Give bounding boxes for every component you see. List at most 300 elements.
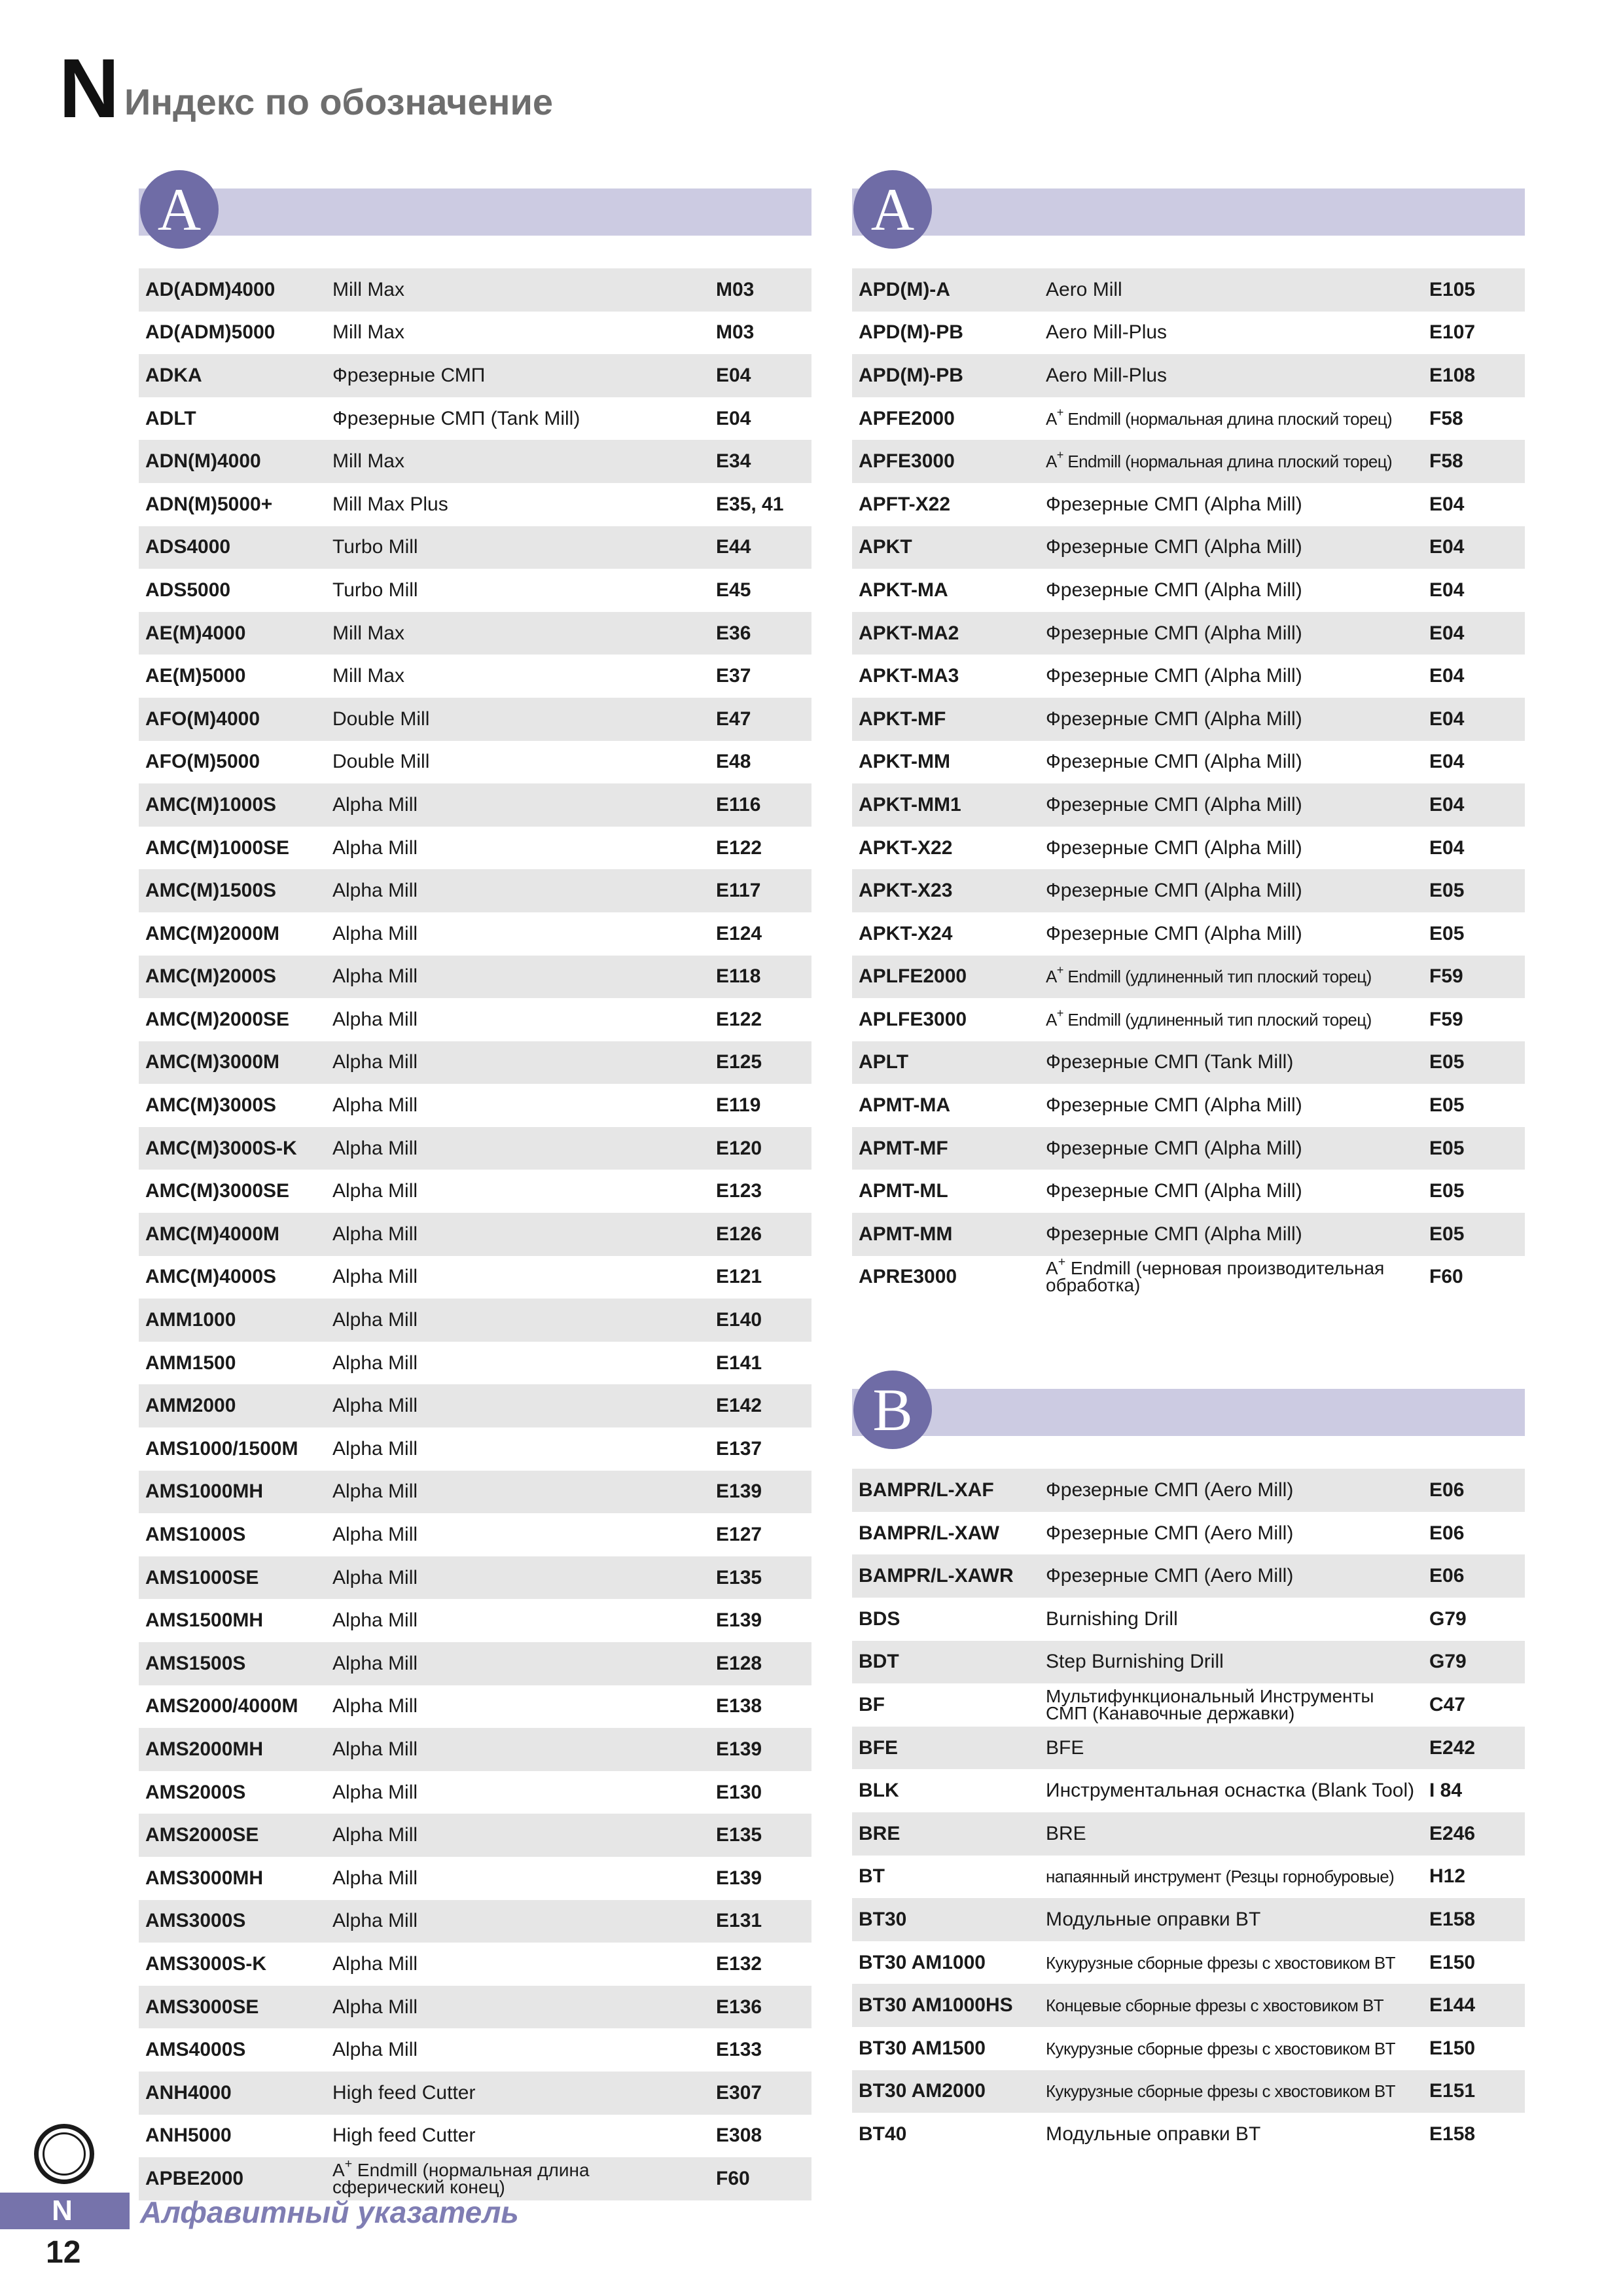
table-row [139, 1170, 812, 1213]
index-table [852, 268, 1525, 1299]
table-row [139, 1084, 812, 1127]
designation-code: AMC(M)2000M [145, 922, 280, 944]
product-name: Модульные оправки BT [1046, 2123, 1261, 2145]
product-name: Фрезерные СМП (Tank Mill) [1046, 1051, 1294, 1073]
designation-code: APKT-X23 [859, 880, 953, 902]
table-row [139, 2115, 812, 2158]
table-row [139, 1299, 812, 1342]
product-name: BFE [1046, 1736, 1084, 1759]
product-name: Mill Max [332, 622, 404, 644]
product-name: Фрезерные СМП (Aero Mill) [1046, 1565, 1294, 1587]
product-name: Alpha Mill [332, 1781, 418, 1803]
designation-code: BAMPR/L-XAF [859, 1479, 994, 1501]
catalog-page: E128 [716, 1652, 762, 1674]
plus-superscript: + [344, 2156, 353, 2171]
catalog-page: E120 [716, 1137, 762, 1159]
designation-code: AMS1000S [145, 1524, 246, 1546]
product-name [332, 2156, 699, 2197]
product-name: Alpha Mill [332, 1137, 418, 1159]
catalog-page: E04 [1429, 493, 1465, 515]
catalog-page: I 84 [1429, 1780, 1463, 1802]
table-row [139, 354, 812, 397]
catalog-page: E150 [1429, 2037, 1476, 2059]
designation-code: AMS1500S [145, 1652, 246, 1674]
designation-code: AMS1500MH [145, 1609, 264, 1632]
catalog-page: E122 [716, 836, 762, 859]
catalog-page: E242 [1429, 1736, 1476, 1759]
footer-title: Алфавитный указатель [140, 2195, 519, 2229]
designation-code: AMS2000S [145, 1781, 246, 1803]
product-name: Мультифункциональный Инструменты СМП (Канавочные державки) [1046, 1686, 1374, 1724]
catalog-page: E37 [716, 665, 751, 687]
table-row [852, 1683, 1525, 1727]
catalog-page: E36 [716, 622, 751, 644]
designation-code: APRE3000 [859, 1266, 957, 1288]
section-letter-badge: A [853, 170, 932, 249]
catalog-page: E138 [716, 1695, 762, 1717]
table-row [139, 268, 812, 312]
table-row [139, 1213, 812, 1256]
catalog-page: E135 [716, 1566, 762, 1588]
table-row [852, 612, 1525, 655]
catalog-page: E04 [1429, 536, 1465, 558]
designation-code: AMC(M)4000M [145, 1223, 280, 1245]
product-name: Mill Max [332, 450, 404, 473]
product-name: Alpha Mill [332, 836, 418, 859]
designation-code: ADKA [145, 364, 202, 386]
product-name: Фрезерные СМП (Alpha Mill) [1046, 579, 1302, 601]
table-row [852, 956, 1525, 999]
designation-code: APKT-MA [859, 579, 948, 601]
index-table [852, 1469, 1525, 2156]
plus-superscript: + [1056, 1006, 1063, 1020]
product-name: Burnishing Drill [1046, 1607, 1178, 1630]
table-row [139, 741, 812, 784]
designation-code: AMS4000S [145, 2039, 246, 2061]
product-name: Alpha Mill [332, 1867, 418, 1889]
catalog-page: M03 [716, 278, 755, 300]
catalog-page: E117 [716, 880, 761, 902]
table-row [139, 1256, 812, 1299]
table-row [139, 1642, 812, 1685]
table-row [852, 2113, 1525, 2156]
catalog-page: E04 [1429, 622, 1465, 644]
section-header-b [852, 1371, 1525, 1469]
catalog-page: E141 [716, 1352, 762, 1374]
designation-code: AMS2000SE [145, 1824, 259, 1846]
catalog-page: E139 [716, 1480, 762, 1503]
designation-code: AFO(M)4000 [145, 708, 260, 730]
right-column [852, 170, 1525, 2156]
table-row [852, 1641, 1525, 1684]
catalog-page: E158 [1429, 1908, 1476, 1930]
catalog-page: E05 [1429, 1180, 1465, 1202]
designation-code: AMC(M)3000SE [145, 1180, 290, 1202]
designation-code: APD(M)-PB [859, 364, 963, 386]
catalog-page: E04 [1429, 836, 1465, 859]
product-name: Mill Max [332, 278, 404, 300]
section-bar [139, 188, 812, 236]
table-row [852, 1812, 1525, 1856]
product-name: Step Burnishing Drill [1046, 1651, 1224, 1673]
designation-code: BDT [859, 1651, 899, 1673]
section-bar [852, 188, 1525, 236]
product-name [1046, 448, 1429, 472]
product-name-text: Endmill (удлиненный тип плоский торец) [1063, 967, 1372, 987]
catalog-page: E127 [716, 1524, 762, 1546]
product-name: Turbo Mill [332, 579, 418, 601]
designation-code: APMT-MM [859, 1223, 953, 1245]
product-name: Aero Mill [1046, 278, 1122, 300]
product-name: Alpha Mill [332, 1609, 418, 1632]
designation-code: AMS3000SE [145, 1996, 259, 2018]
table-row [139, 1900, 812, 1943]
designation-code: APFT-X22 [859, 493, 951, 515]
table-row [139, 1771, 812, 1814]
designation-code: APFE3000 [859, 450, 955, 473]
catalog-page: E06 [1429, 1522, 1465, 1544]
table-row [852, 1127, 1525, 1170]
product-name [1046, 405, 1429, 429]
table-row [852, 655, 1525, 698]
table-row [852, 998, 1525, 1041]
product-name: Концевые сборные фрезы с хвостовиком BT [1046, 1996, 1383, 2016]
table-row [852, 1769, 1525, 1812]
product-name: Mill Max [332, 665, 404, 687]
catalog-page: F60 [716, 2167, 750, 2189]
designation-code: APKT-MA3 [859, 665, 959, 687]
table-row [852, 1256, 1525, 1299]
product-name: Инструментальная оснастка (Blank Tool) [1046, 1780, 1415, 1802]
product-name: Alpha Mill [332, 1480, 418, 1503]
catalog-page: E45 [716, 579, 751, 601]
designation-code: AMS1000MH [145, 1480, 264, 1503]
table-row [139, 698, 812, 741]
designation-code: APMT-MA [859, 1094, 950, 1117]
catalog-page: E307 [716, 2081, 762, 2104]
designation-code: ADS4000 [145, 536, 231, 558]
product-name: Alpha Mill [332, 1223, 418, 1245]
designation-code: AMS1000SE [145, 1566, 259, 1588]
catalog-page: E48 [716, 751, 751, 773]
designation-code: APLFE3000 [859, 1008, 967, 1030]
index-table [139, 268, 812, 2200]
designation-code: AMM2000 [145, 1395, 236, 1417]
catalog-page: E35, 41 [716, 493, 784, 515]
catalog-page: E133 [716, 2039, 762, 2061]
catalog-page: E05 [1429, 1051, 1465, 1073]
designation-code: AMC(M)1500S [145, 880, 277, 902]
table-row [139, 2028, 812, 2072]
product-name: Фрезерные СМП (Alpha Mill) [1046, 708, 1302, 730]
product-name: Фрезерные СМП (Alpha Mill) [1046, 880, 1302, 902]
table-row [852, 1898, 1525, 1941]
product-name: Alpha Mill [332, 1008, 418, 1030]
table-row [852, 1941, 1525, 1984]
table-row [139, 956, 812, 999]
catalog-page: E151 [1429, 2080, 1476, 2102]
catalog-page: E06 [1429, 1479, 1465, 1501]
section-letter: N [59, 42, 120, 135]
product-name: Alpha Mill [332, 1395, 418, 1417]
catalog-page: E05 [1429, 1137, 1465, 1159]
product-name: Фрезерные СМП (Alpha Mill) [1046, 665, 1302, 687]
designation-code: BT [859, 1865, 885, 1888]
designation-code: BAMPR/L-XAWR [859, 1565, 1014, 1587]
designation-code: BRE [859, 1822, 901, 1844]
designation-code: AMS3000MH [145, 1867, 264, 1889]
table-row [139, 655, 812, 698]
designation-code: AMC(M)3000S [145, 1094, 277, 1117]
designation-code: BT30 AM1000 [859, 1951, 986, 1973]
product-name-text: Endmill (черновая производительная обработка) [1046, 1258, 1385, 1296]
catalog-page: E105 [1429, 278, 1476, 300]
table-row [852, 312, 1525, 355]
designation-code: APKT-X22 [859, 836, 953, 859]
product-name-text: Endmill (нормальная длина плоский торец) [1063, 452, 1393, 472]
product-name: Alpha Mill [332, 922, 418, 944]
product-name-prefix: A [1046, 408, 1057, 429]
catalog-page: E125 [716, 1051, 762, 1073]
catalog-page: E47 [716, 708, 751, 730]
product-name-text: Endmill (нормальная длина плоский торец) [1063, 408, 1393, 429]
product-name: Mill Max [332, 321, 404, 344]
designation-code: ADN(M)4000 [145, 450, 261, 473]
catalog-page: G79 [1429, 1651, 1467, 1673]
product-name: Aero Mill-Plus [1046, 321, 1168, 344]
designation-code: ANH5000 [145, 2125, 232, 2147]
designation-code: BT30 [859, 1908, 907, 1930]
designation-code: AMM1500 [145, 1352, 236, 1374]
table-row [139, 998, 812, 1041]
product-name: Alpha Mill [332, 1352, 418, 1374]
table-row [139, 1041, 812, 1085]
page-title: Индекс по обозначение [124, 81, 554, 122]
product-name-prefix: A [1046, 967, 1057, 987]
catalog-page: E130 [716, 1781, 762, 1803]
table-row [139, 1943, 812, 1986]
table-row [139, 1127, 812, 1170]
catalog-page: E119 [716, 1094, 761, 1117]
catalog-page: E06 [1429, 1565, 1465, 1587]
table-row [139, 397, 812, 440]
designation-code: AMC(M)1000S [145, 793, 277, 816]
product-name: Фрезерные СМП (Alpha Mill) [1046, 1137, 1302, 1159]
product-name: High feed Cutter [332, 2081, 476, 2104]
catalog-page: E04 [716, 364, 751, 386]
product-name: Фрезерные СМП [332, 364, 486, 386]
designation-code: BT30 AM2000 [859, 2080, 986, 2102]
designation-code: APMT-MF [859, 1137, 948, 1159]
designation-code: APFE2000 [859, 407, 955, 429]
product-name: Кукурузные сборные фрезы с хвостовиком BT [1046, 2081, 1395, 2102]
table-row [139, 1342, 812, 1385]
table-row [852, 354, 1525, 397]
catalog-page: C47 [1429, 1694, 1466, 1716]
table-row [139, 1384, 812, 1427]
designation-code: AE(M)4000 [145, 622, 246, 644]
designation-code: AMC(M)2000S [145, 965, 277, 988]
table-row [852, 1084, 1525, 1127]
designation-code: APLFE2000 [859, 965, 967, 988]
catalog-page: E126 [716, 1223, 762, 1245]
designation-code: AD(ADM)5000 [145, 321, 276, 344]
product-name: High feed Cutter [332, 2125, 476, 2147]
catalog-page: E44 [716, 536, 751, 558]
product-name: Alpha Mill [332, 1180, 418, 1202]
catalog-page: E108 [1429, 364, 1476, 386]
table-row [139, 1814, 812, 1857]
table-row [139, 1857, 812, 1900]
left-column [139, 170, 812, 2200]
section-header-a [852, 170, 1525, 268]
catalog-page: E05 [1429, 1223, 1465, 1245]
product-name: Alpha Mill [332, 1437, 418, 1460]
catalog-page: M03 [716, 321, 755, 344]
designation-code: AMS3000S [145, 1910, 246, 1932]
product-name: Фрезерные СМП (Alpha Mill) [1046, 1223, 1302, 1245]
designation-code: APLT [859, 1051, 909, 1073]
catalog-page: E246 [1429, 1822, 1476, 1844]
catalog-page: E308 [716, 2125, 762, 2147]
table-row [139, 526, 812, 569]
table-row [852, 268, 1525, 312]
catalog-page: F58 [1429, 407, 1463, 429]
product-name [1046, 963, 1429, 987]
product-name: Alpha Mill [332, 1094, 418, 1117]
product-name: Фрезерные СМП (Alpha Mill) [1046, 493, 1302, 515]
table-row [852, 1512, 1525, 1555]
product-name: Кукурузные сборные фрезы с хвостовиком BT [1046, 1952, 1395, 1973]
catalog-page: E04 [1429, 793, 1465, 816]
product-name: Alpha Mill [332, 1695, 418, 1717]
product-name: Фрезерные СМП (Aero Mill) [1046, 1479, 1294, 1501]
product-name: Aero Mill-Plus [1046, 364, 1168, 386]
table-row [852, 1469, 1525, 1512]
product-name-prefix: A [1046, 1258, 1058, 1279]
table-row [139, 440, 812, 483]
table-row [852, 698, 1525, 741]
designation-code: AMM1000 [145, 1309, 236, 1331]
product-name: BRE [1046, 1822, 1086, 1844]
table-row [852, 827, 1525, 870]
product-name: Double Mill [332, 708, 430, 730]
table-row [852, 569, 1525, 612]
product-name: Mill Max Plus [332, 493, 448, 515]
table-row [139, 1471, 812, 1514]
catalog-page: E05 [1429, 1094, 1465, 1117]
catalog-page: E139 [716, 1738, 762, 1760]
catalog-page: F59 [1429, 1008, 1463, 1030]
table-row [139, 1986, 812, 2029]
designation-code: ADN(M)5000+ [145, 493, 273, 515]
product-name: Фрезерные СМП (Alpha Mill) [1046, 836, 1302, 859]
designation-code: APMT-ML [859, 1180, 948, 1202]
product-name: напаянный инструмент (Резцы горнобуровые) [1046, 1867, 1395, 1887]
designation-code: AMC(M)3000M [145, 1051, 280, 1073]
catalog-page: E34 [716, 450, 751, 473]
plus-superscript: + [1056, 448, 1063, 462]
designation-code: ANH4000 [145, 2081, 232, 2104]
designation-code: BDS [859, 1607, 901, 1630]
designation-code: BT40 [859, 2123, 907, 2145]
table-row [139, 1728, 812, 1771]
table-row [852, 1856, 1525, 1899]
table-row [852, 397, 1525, 440]
designation-code: BLK [859, 1780, 899, 1802]
product-name: Alpha Mill [332, 1738, 418, 1760]
designation-code: ADS5000 [145, 579, 231, 601]
product-name: Alpha Mill [332, 793, 418, 816]
catalog-page: F60 [1429, 1266, 1463, 1288]
designation-code: AFO(M)5000 [145, 751, 260, 773]
product-name: Фрезерные СМП (Alpha Mill) [1046, 1094, 1302, 1117]
table-row [852, 2027, 1525, 2070]
table-row [139, 312, 812, 355]
catalog-page: E04 [1429, 751, 1465, 773]
product-name-prefix: A [1046, 452, 1057, 472]
product-name: Фрезерные СМП (Alpha Mill) [1046, 751, 1302, 773]
table-row [852, 1213, 1525, 1256]
catalog-page: E123 [716, 1180, 762, 1202]
designation-code: BF [859, 1694, 885, 1716]
catalog-page: E04 [716, 407, 751, 429]
product-name: Alpha Mill [332, 1996, 418, 2018]
catalog-page: E137 [716, 1437, 762, 1460]
catalog-page: E136 [716, 1996, 762, 2018]
designation-code: BAMPR/L-XAW [859, 1522, 999, 1544]
table-row [139, 1685, 812, 1729]
product-name: Фрезерные СМП (Alpha Mill) [1046, 1180, 1302, 1202]
table-row [139, 1427, 812, 1471]
product-name-text: Endmill (нормальная длина сферический конец) [332, 2159, 590, 2197]
catalog-page: E04 [1429, 665, 1465, 687]
designation-code: APKT-MM1 [859, 793, 961, 816]
table-row [139, 2072, 812, 2115]
catalog-page: E139 [716, 1867, 762, 1889]
product-name: Turbo Mill [332, 536, 418, 558]
table-row [852, 912, 1525, 956]
product-name: Фрезерные СМП (Alpha Mill) [1046, 536, 1302, 558]
designation-code: AMC(M)1000SE [145, 836, 290, 859]
catalog-page: E116 [716, 793, 761, 816]
catalog-page: E04 [1429, 708, 1465, 730]
table-row [852, 1554, 1525, 1598]
table-row [139, 912, 812, 956]
catalog-page: E04 [1429, 579, 1465, 601]
designation-code: APD(M)-A [859, 278, 950, 300]
product-name: Alpha Mill [332, 2039, 418, 2061]
product-name: Alpha Mill [332, 1952, 418, 1975]
product-name: Фрезерные СМП (Aero Mill) [1046, 1522, 1294, 1544]
catalog-page: E132 [716, 1952, 762, 1975]
table-row [139, 483, 812, 526]
product-name: Alpha Mill [332, 880, 418, 902]
page-number: 12 [46, 2235, 81, 2270]
catalog-page: E150 [1429, 1951, 1476, 1973]
designation-code: APD(M)-PB [859, 321, 963, 344]
product-name: Кукурузные сборные фрезы с хвостовиком BT [1046, 2038, 1395, 2058]
table-row [852, 2070, 1525, 2113]
product-name: Alpha Mill [332, 1824, 418, 1846]
table-row [852, 783, 1525, 827]
designation-code: APKT-X24 [859, 922, 953, 944]
catalog-page: E144 [1429, 1994, 1476, 2017]
designation-code: AMS3000S-K [145, 1952, 267, 1975]
table-row [852, 526, 1525, 569]
designation-code: AMC(M)3000S-K [145, 1137, 297, 1159]
designation-code: APKT-MF [859, 708, 946, 730]
